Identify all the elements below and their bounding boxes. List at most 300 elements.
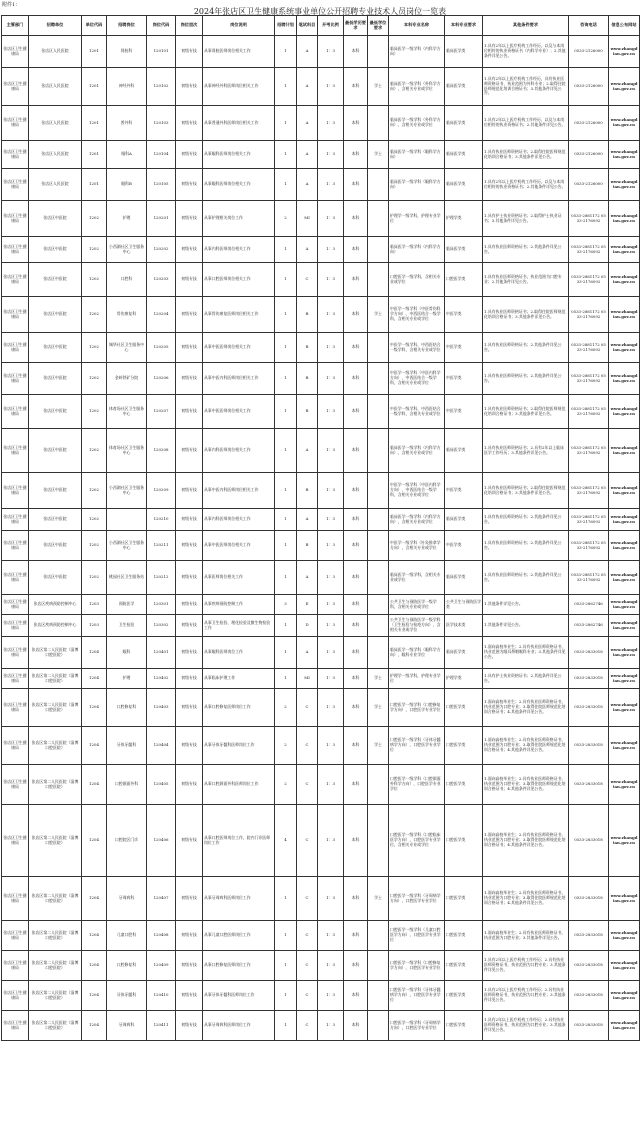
table-cell: 临床医学一级学科（外科学方向），含相关专业或学位: [389, 106, 445, 141]
table-cell: C: [297, 765, 318, 805]
table-cell: 张店区卫生健康局: [2, 429, 29, 473]
table-cell: 张店区第二人民医院（淄博口腔医院）: [29, 765, 82, 805]
header-cell: 招聘岗位: [107, 16, 147, 36]
table-cell: 学士: [368, 141, 389, 169]
table-cell: 1：3: [318, 333, 344, 363]
table-cell: 牙周病科: [107, 1011, 147, 1041]
table-cell: 0533-2833018: [569, 805, 609, 877]
table-cell: 1: [275, 363, 297, 395]
table-cell: www.zhangdian.gov.cn: [609, 263, 640, 297]
attachment-label: 附件1：: [2, 2, 21, 8]
table-cell: 1203: [82, 595, 107, 615]
table-cell: 120211: [147, 531, 176, 561]
table-cell: 1: [275, 395, 297, 429]
table-cell: 口腔医学一级学科（口腔修复学方向），口腔医学专业学位: [389, 951, 445, 981]
table-cell: www.zhangdian.gov.cn: [609, 615, 640, 637]
table-cell: 临床医学一级学科（内科学方向）: [389, 36, 445, 68]
table-cell: 从事口腔修复医师岗位工作: [203, 689, 275, 727]
table-cell: 张店区卫生健康局: [2, 237, 29, 263]
table-cell: 1：3: [318, 921, 344, 951]
table-cell: www.zhangdian.gov.cn: [609, 169, 640, 201]
table-cell: 初级专技: [176, 981, 203, 1011]
table-cell: 张店区卫生健康局: [2, 765, 29, 805]
table-row: [2, 689, 640, 727]
table-cell: 1：3: [318, 727, 344, 765]
table-cell: 中医学类: [445, 363, 483, 395]
table-cell: 120104: [147, 141, 176, 169]
table-cell: B: [297, 473, 318, 509]
table-cell: 120210: [147, 509, 176, 531]
table-cell: 从事临床护理工作: [203, 669, 275, 689]
table-cell: 眼科: [107, 637, 147, 669]
table-cell: 张店区第二人民医院（淄博口腔医院）: [29, 727, 82, 765]
table-cell: 1: [275, 921, 297, 951]
table-cell: 护理: [107, 201, 147, 237]
table-cell: 1.具有执业医师资格证书；2.取得住院医师规范化培训合格证书；3.其他条件详见公告。: [483, 141, 569, 169]
table-cell: 临床医学类: [445, 141, 483, 169]
table-cell: 张店区卫生健康局: [2, 106, 29, 141]
table-cell: 初级专技: [176, 1011, 203, 1041]
table-cell: 张店区卫生健康局: [2, 595, 29, 615]
table-cell: 初级专技: [176, 297, 203, 333]
table-cell: 初级专技: [176, 363, 203, 395]
table-cell: C: [297, 921, 318, 951]
table-cell: 1.面向高校毕业生；2.具有执业医师资格证书，执业范围为口腔专业；3.取得住院医师规范化培训合格证书；4.其他条件详见公告。: [483, 805, 569, 877]
table-cell: 临床医学类: [445, 637, 483, 669]
table-cell: www.zhangdian.gov.cn: [609, 36, 640, 68]
table-cell: 3: [275, 595, 297, 615]
table-cell: 护理学一级学科，护理专业学位: [389, 669, 445, 689]
table-cell: 1.面向高校毕业生；2.具有执业医师资格证书，执业范围为口腔专业；3.其他条件详见公告。: [483, 921, 569, 951]
table-cell: 张店区中医院: [29, 395, 82, 429]
table-cell: 中医学类: [445, 297, 483, 333]
table-cell: 从事医师岗位相关工作: [203, 561, 275, 595]
table-cell: 初级专技: [176, 951, 203, 981]
table-cell: 口腔医学一级学科，含相关专业或学位: [389, 263, 445, 297]
header-cell: 本科专业要求: [445, 16, 483, 36]
table-cell: 1204: [82, 981, 107, 1011]
table-row: [2, 727, 640, 765]
table-cell: 临床医学一级学科（外科学方向），含相关专业或学位: [389, 68, 445, 106]
table-row: [2, 637, 640, 669]
table-cell: 从事口腔修复医师岗位工作: [203, 951, 275, 981]
table-cell: 张店区卫生健康局: [2, 141, 29, 169]
table-cell: 1：3: [318, 615, 344, 637]
table-cell: 120408: [147, 921, 176, 951]
table-cell: 1202: [82, 333, 107, 363]
table-cell: 临床医学类: [445, 561, 483, 595]
table-cell: 从事内科医师岗位相关工作: [203, 429, 275, 473]
table-cell: 1: [275, 561, 297, 595]
table-cell: www.zhangdian.gov.cn: [609, 981, 640, 1011]
table-cell: 1.具有护士执业资格证书；2.其他条件详见公告。: [483, 669, 569, 689]
table-cell: [368, 395, 389, 429]
table-cell: 从事口腔颌面外科医师岗位工作: [203, 765, 275, 805]
table-cell: 1202: [82, 395, 107, 429]
table-cell: 1.具有执业医师资格证书；2.其他条件详见公告。: [483, 363, 569, 395]
table-cell: 从事牙体牙髓科医师岗位工作: [203, 727, 275, 765]
table-cell: 张店区中医院: [29, 363, 82, 395]
table-cell: 本科: [344, 981, 368, 1011]
table-cell: 0533-2862746: [569, 595, 609, 615]
table-cell: C: [297, 1011, 318, 1041]
table-row: [2, 765, 640, 805]
table-cell: 0533-2881172 0533-2176092: [569, 509, 609, 531]
table-cell: 1：3: [318, 36, 344, 68]
table-cell: 0533-2881172 0533-2176092: [569, 201, 609, 237]
table-cell: 初级专技: [176, 201, 203, 237]
table-cell: C: [297, 981, 318, 1011]
table-cell: 从事眼科医师岗位工作: [203, 637, 275, 669]
table-cell: 1.具有执业医师资格证书；2.其他条件详见公告。: [483, 237, 569, 263]
table-cell: 张店区中医院: [29, 429, 82, 473]
table-cell: 初级专技: [176, 727, 203, 765]
table-cell: www.zhangdian.gov.cn: [609, 68, 640, 106]
table-cell: www.zhangdian.gov.cn: [609, 561, 640, 595]
table-cell: 1204: [82, 805, 107, 877]
table-cell: www.zhangdian.gov.cn: [609, 727, 640, 765]
table-cell: www.zhangdian.gov.cn: [609, 297, 640, 333]
table-cell: 本科: [344, 429, 368, 473]
table-cell: 从事中医医师岗位相关工作: [203, 333, 275, 363]
table-cell: 120212: [147, 561, 176, 595]
table-cell: 1202: [82, 363, 107, 395]
table-cell: 护理学一级学科，护理专业学位: [389, 201, 445, 237]
table-cell: 1: [275, 263, 297, 297]
table-cell: 临床医学类: [445, 429, 483, 473]
table-cell: 体育场社区卫生服务中心: [107, 395, 147, 429]
table-cell: 0533-2833018: [569, 765, 609, 805]
table-cell: 中医学一级学科（针灸推拿学方向），含相关专业或学位: [389, 531, 445, 561]
table-cell: B: [297, 297, 318, 333]
table-cell: 公共卫生与预防医学一级学科，含相关专业或学位: [389, 595, 445, 615]
table-cell: 1204: [82, 727, 107, 765]
table-cell: 120411: [147, 1011, 176, 1041]
table-cell: 口腔医学一级学科（牙体牙髓病学方向），口腔医学专业学位: [389, 727, 445, 765]
table-row: [2, 805, 640, 877]
table-cell: 1：3: [318, 765, 344, 805]
table-cell: 张店区卫生健康局: [2, 36, 29, 68]
table-cell: 张店区第二人民医院（淄博口腔医院）: [29, 669, 82, 689]
table-cell: 本科: [344, 106, 368, 141]
table-cell: 1202: [82, 429, 107, 473]
table-cell: 0533-2881172 0533-2176092: [569, 363, 609, 395]
table-cell: 中医学类: [445, 333, 483, 363]
table-cell: [368, 805, 389, 877]
table-cell: 临床医学类: [445, 509, 483, 531]
header-cell: 其他条件要求: [483, 16, 569, 36]
table-row: [2, 429, 640, 473]
table-cell: 1：3: [318, 297, 344, 333]
table-cell: 1：3: [318, 1011, 344, 1041]
table-cell: 1：3: [318, 395, 344, 429]
table-cell: 从事中医内科医师岗位相关工作: [203, 363, 275, 395]
table-cell: 1.具有执业医师资格证书；2.其他条件详见公告。: [483, 509, 569, 531]
table-cell: www.zhangdian.gov.cn: [609, 395, 640, 429]
table-cell: www.zhangdian.gov.cn: [609, 141, 640, 169]
table-cell: 学士: [368, 669, 389, 689]
table-cell: 公共卫生与预防医学一级学科（卫生检验与检疫方向），含相关专业或学位: [389, 615, 445, 637]
table-cell: 口腔修复科: [107, 689, 147, 727]
table-cell: 张店区卫生健康局: [2, 363, 29, 395]
table-cell: 本科: [344, 333, 368, 363]
table-cell: 0533-2126000: [569, 36, 609, 68]
table-cell: 1: [275, 669, 297, 689]
table-cell: [107, 509, 147, 531]
table-cell: 口腔医学一级学科（儿童口腔医学方向），口腔医学专业学位: [389, 921, 445, 951]
table-cell: 学士: [368, 297, 389, 333]
table-cell: 1202: [82, 297, 107, 333]
table-cell: www.zhangdian.gov.cn: [609, 951, 640, 981]
table-row: [2, 595, 640, 615]
table-cell: 学士: [368, 727, 389, 765]
table-cell: 1.具有执业医师资格证书；2.其他条件详见公告。: [483, 561, 569, 595]
table-cell: B: [297, 395, 318, 429]
table-cell: B: [297, 363, 318, 395]
table-row: [2, 877, 640, 921]
table-cell: 120301: [147, 595, 176, 615]
table-cell: 口腔颌面外科: [107, 765, 147, 805]
table-row: [2, 169, 640, 201]
table-cell: 金岭铁矿分院: [107, 363, 147, 395]
table-cell: [368, 595, 389, 615]
table-cell: 普外科: [107, 106, 147, 141]
table-cell: 张店区卫生健康局: [2, 877, 29, 921]
table-header-row: [2, 16, 640, 36]
table-cell: 1202: [82, 509, 107, 531]
table-cell: [368, 531, 389, 561]
table-row: [2, 669, 640, 689]
table-cell: 1：3: [318, 509, 344, 531]
table-cell: 0533-2881172 0533-2176092: [569, 333, 609, 363]
header-cell: 信息公布网站: [609, 16, 640, 36]
table-cell: 小西湖社区卫生服务中心: [107, 531, 147, 561]
table-cell: 张店区人民医院: [29, 141, 82, 169]
table-cell: [368, 951, 389, 981]
table-cell: 临床医学一级学科（眼科学方向）: [389, 169, 445, 201]
table-cell: 本科: [344, 921, 368, 951]
table-cell: 0533-2881172 0533-2176092: [569, 429, 609, 473]
table-cell: 0533-2881172 0533-2176092: [569, 263, 609, 297]
table-cell: 1: [275, 1011, 297, 1041]
table-cell: [368, 921, 389, 951]
table-cell: B: [297, 531, 318, 561]
table-cell: 张店区卫生健康局: [2, 169, 29, 201]
table-cell: 从事口腔医师岗位工作，院内门诊医师岗位工作: [203, 805, 275, 877]
table-cell: 1204: [82, 877, 107, 921]
table-cell: 本科: [344, 531, 368, 561]
header-cell: 岗位层次: [176, 16, 203, 36]
table-cell: 1: [275, 429, 297, 473]
table-cell: 初级专技: [176, 689, 203, 727]
table-cell: 张店区卫生健康局: [2, 531, 29, 561]
table-cell: 0533-2833018: [569, 727, 609, 765]
table-cell: 张店区疾病预防控制中心: [29, 615, 82, 637]
table-cell: 2: [275, 727, 297, 765]
table-cell: 临床医学类: [445, 169, 483, 201]
table-cell: A: [297, 106, 318, 141]
table-cell: 1.具有护士执业资格证书；2.取得护士执业证书；3.其他条件详见公告。: [483, 201, 569, 237]
table-cell: 1.具有2年以上医疗机构工作经历，以及与本岗位相符的执业资格证书（内科学专业）；2.其他条件详见公告。: [483, 36, 569, 68]
table-cell: 张店区卫生健康局: [2, 297, 29, 333]
table-cell: 从事疾病预防控制工作: [203, 595, 275, 615]
table-cell: 本科: [344, 669, 368, 689]
table-cell: 桃园社区卫生服务站: [107, 561, 147, 595]
table-cell: 1.具有2年以上医疗机构工作经历，以及与本岗位相符的执业资格证书；2.其他条件详见公告。: [483, 169, 569, 201]
table-cell: 张店区中医院: [29, 237, 82, 263]
table-cell: 本科: [344, 363, 368, 395]
table-cell: [368, 169, 389, 201]
table-cell: [368, 561, 389, 595]
table-cell: 本科: [344, 877, 368, 921]
table-cell: C: [297, 951, 318, 981]
table-cell: www.zhangdian.gov.cn: [609, 1011, 640, 1041]
table-cell: 120207: [147, 395, 176, 429]
table-cell: 张店区疾病预防控制中心: [29, 595, 82, 615]
table-cell: 本科: [344, 36, 368, 68]
table-cell: 初级专技: [176, 237, 203, 263]
table-cell: 本科: [344, 237, 368, 263]
table-cell: 1204: [82, 1011, 107, 1041]
table-cell: 本科: [344, 395, 368, 429]
table-cell: 1：3: [318, 531, 344, 561]
table-cell: 1：3: [318, 473, 344, 509]
table-cell: 0533-2881172 0533-2176092: [569, 297, 609, 333]
table-row: [2, 36, 640, 68]
table-cell: A: [297, 68, 318, 106]
table-cell: 张店区第二人民医院（淄博口腔医院）: [29, 877, 82, 921]
table-cell: 初级专技: [176, 429, 203, 473]
table-cell: 120102: [147, 68, 176, 106]
table-row: [2, 615, 640, 637]
table-cell: 从事内科医师岗位相关工作: [203, 509, 275, 531]
table-cell: 0533-2833018: [569, 877, 609, 921]
table-cell: [368, 263, 389, 297]
table-cell: 0533-2126000: [569, 68, 609, 106]
table-cell: 120206: [147, 363, 176, 395]
table-cell: 从事口腔医师岗位相关工作: [203, 263, 275, 297]
table-row: [2, 297, 640, 333]
table-cell: 1.面向高校毕业生；2.具有执业医师资格证书，执业范围为口腔专业；3.取得住院医师规范化培训合格证书；4.其他条件详见公告。: [483, 727, 569, 765]
table-cell: 1.具有执业医师资格证书，执业范围为口腔专业；2.其他条件详见公告。: [483, 263, 569, 297]
table-row: [2, 106, 640, 141]
table-cell: 从事护理相关岗位工作: [203, 201, 275, 237]
table-cell: 口腔医学类: [445, 921, 483, 951]
table-cell: 0533-2833018: [569, 689, 609, 727]
table-cell: 1.具有执业医师资格证书；2.取得住院医师规范化培训合格证书；3.其他条件详见公告。: [483, 395, 569, 429]
table-cell: 1201: [82, 68, 107, 106]
header-cell: 开考比例: [318, 16, 344, 36]
table-cell: 张店区第二人民医院（淄博口腔医院）: [29, 637, 82, 669]
table-cell: 神经外科: [107, 68, 147, 106]
table-cell: 护理学类: [445, 669, 483, 689]
table-cell: 护理: [107, 669, 147, 689]
table-cell: 张店区中医院: [29, 201, 82, 237]
table-cell: 1: [275, 333, 297, 363]
table-cell: 中医学一级学科（中医内科学方向）、中西医结合一级学科，含相关专业或学位: [389, 363, 445, 395]
table-cell: 120103: [147, 106, 176, 141]
table-cell: 1.具有执业医师资格证书；2.其他条件详见公告。: [483, 333, 569, 363]
table-cell: 口腔医学类: [445, 805, 483, 877]
header-cell: 岗位说明: [203, 16, 275, 36]
table-cell: E: [297, 595, 318, 615]
table-cell: 张店区第二人民医院（淄博口腔医院）: [29, 951, 82, 981]
table-cell: 1201: [82, 106, 107, 141]
table-cell: 1.面向高校毕业生；2.具有执业医师资格证书，执业范围为口腔专业；3.取得住院医师规范化培训合格证书；4.其他条件详见公告。: [483, 689, 569, 727]
table-cell: 1204: [82, 669, 107, 689]
table-cell: 初级专技: [176, 805, 203, 877]
table-cell: 本科: [344, 68, 368, 106]
table-cell: 临床医学类: [445, 68, 483, 106]
table-cell: 120203: [147, 263, 176, 297]
table-cell: 张店区卫生健康局: [2, 333, 29, 363]
table-cell: 1: [275, 951, 297, 981]
table-cell: 口腔医学类: [445, 689, 483, 727]
table-cell: 1: [275, 877, 297, 921]
table-cell: [368, 473, 389, 509]
table-cell: 口腔医学类: [445, 951, 483, 981]
table-cell: 1: [275, 169, 297, 201]
table-cell: 眼科A: [107, 141, 147, 169]
table-cell: 口腔医学一级学科（口腔修复学方向），口腔医学专业学位: [389, 689, 445, 727]
table-cell: A: [297, 36, 318, 68]
table-cell: 张店区中医院: [29, 263, 82, 297]
table-cell: www.zhangdian.gov.cn: [609, 531, 640, 561]
table-cell: 医学技术类: [445, 615, 483, 637]
table-cell: 从事中医医师岗位相关工作: [203, 531, 275, 561]
table-cell: [368, 36, 389, 68]
table-row: [2, 921, 640, 951]
table-cell: 本科: [344, 169, 368, 201]
table-cell: 1：3: [318, 429, 344, 473]
table-cell: 预防医学: [107, 595, 147, 615]
table-cell: 张店区第二人民医院（淄博口腔医院）: [29, 1011, 82, 1041]
positions-table: [1, 15, 640, 1041]
table-cell: 口腔医学类: [445, 981, 483, 1011]
table-cell: 从事普通外科医师岗位相关工作: [203, 106, 275, 141]
table-cell: 牙体牙髓科: [107, 727, 147, 765]
table-cell: 从事中医医师岗位相关工作: [203, 395, 275, 429]
table-cell: 卫生检验: [107, 615, 147, 637]
table-cell: www.zhangdian.gov.cn: [609, 201, 640, 237]
table-cell: 初级专技: [176, 637, 203, 669]
table-cell: 1: [275, 473, 297, 509]
table-cell: 初级专技: [176, 263, 203, 297]
table-cell: 1.具有2年以上医疗机构工作经历，以及与本岗位相符的执业资格证书；2.其他条件详见公告。: [483, 106, 569, 141]
table-cell: 初级专技: [176, 473, 203, 509]
table-cell: 本科: [344, 951, 368, 981]
table-cell: 120302: [147, 615, 176, 637]
table-cell: 0533-2833018: [569, 1011, 609, 1041]
table-cell: 儿童口腔科: [107, 921, 147, 951]
table-cell: 1: [275, 237, 297, 263]
table-cell: 0533-2881172 0533-2176092: [569, 237, 609, 263]
table-cell: 1：3: [318, 237, 344, 263]
table-cell: 初级专技: [176, 106, 203, 141]
table-cell: 张店区卫生健康局: [2, 615, 29, 637]
table-cell: 2: [275, 765, 297, 805]
table-cell: 口腔医学类: [445, 727, 483, 765]
table-cell: A: [297, 561, 318, 595]
table-cell: 1: [275, 981, 297, 1011]
table-cell: 初级专技: [176, 509, 203, 531]
table-cell: 1：3: [318, 363, 344, 395]
table-row: [2, 561, 640, 595]
table-cell: 张店区卫生健康局: [2, 727, 29, 765]
table-cell: 口腔医学类: [445, 1011, 483, 1041]
table-cell: 临床医学一级学科（眼科学方向）: [389, 141, 445, 169]
table-cell: www.zhangdian.gov.cn: [609, 765, 640, 805]
